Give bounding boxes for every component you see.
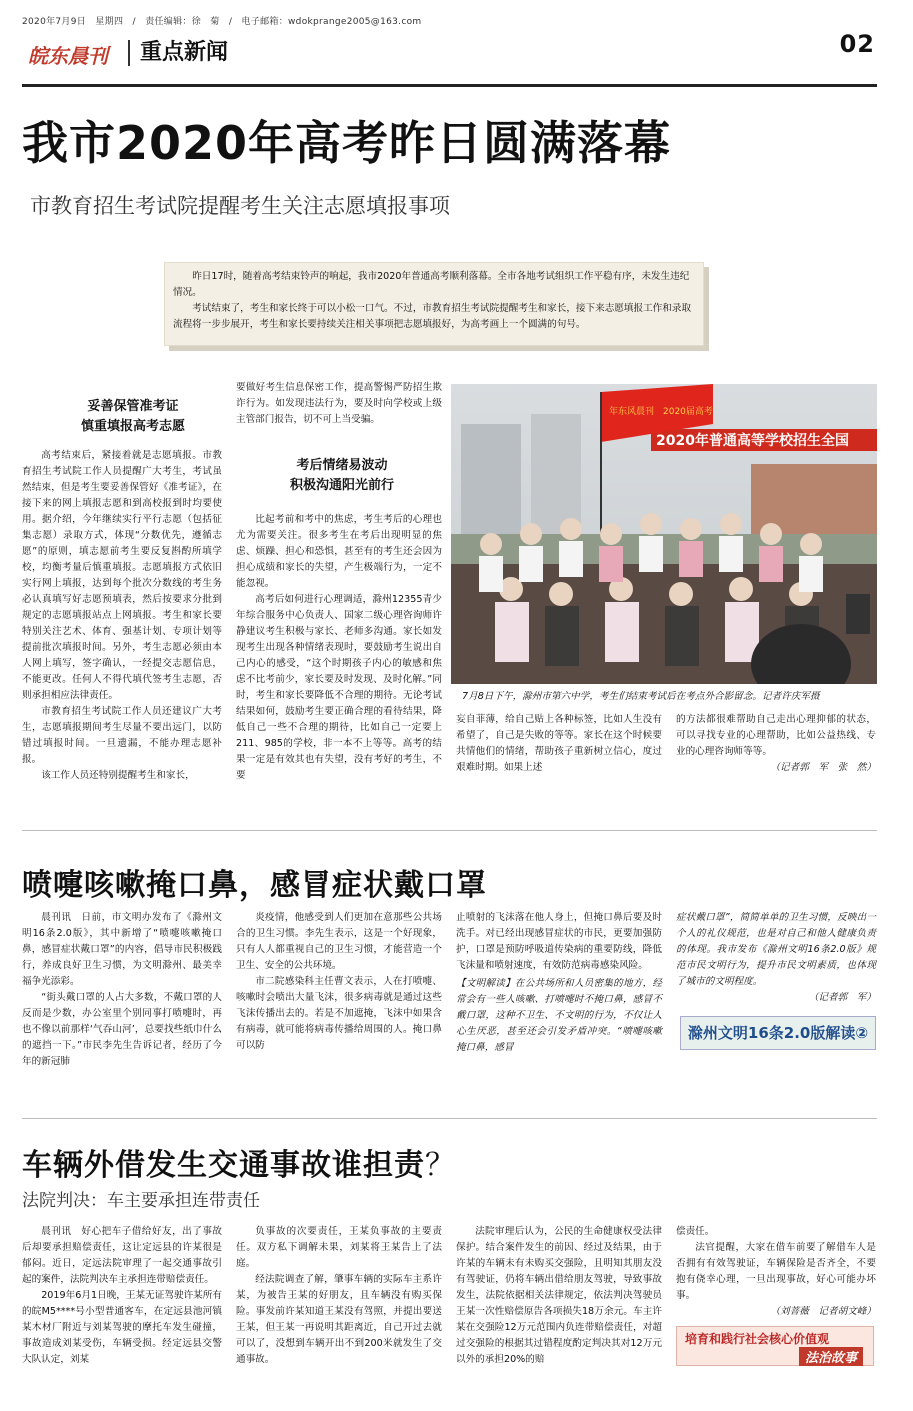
section1-title-line: 慎重填报高考志愿 [80,419,185,434]
paragraph: 负事故的次要责任，王某负事故的主要责任。双方私下调解未果，刘某将王某告上了法庭。 [236,1226,442,1269]
main-subheadline: 市教育招生考试院提醒考生关注志愿填报事项 [30,194,450,218]
paragraph: 高考结束后，紧接着就是志愿填报。市教育招生考试院工作人员提醒广大考生，考试虽然结束，但是考生要妥善保管好《准考证》，在接下来的网上填报志愿和到高校报到时均要使用。据介绍，今年继续实行平行志愿（包括征集志愿）录取方式，体现“分数优先，遵循志愿”的原则，填志愿前考生要反复斟酌所填学校，均衡考量后慎重填报。志愿填报方式依旧实行网上填报，达到每个批次分数线的考生务必认真填写好志愿预填表，然后按要求分批到规定的志愿填报站点上网填报。考生和家长要特别关注艺术、体育、强基计划、专项计划等提前批次填报时间。另外，考生志愿必须由本人网上填写，签字确认，一经提交志愿信息，不能更改。任何人不得代填代签考生志愿，否则承担相应法律责任。 [22,450,222,701]
paragraph: 要做好考生信息保密工作，提高警惕严防招生欺诈行为。如发现违法行为，要及时向学校或上级主管部门报告，切不可上当受骗。 [236,382,442,425]
story3-subheadline: 法院判决：车主要承担连带责任 [22,1191,260,1211]
lead-paragraph: 考试结束了，考生和家长终于可以小松一口气。不过，市教育招生考试院提醒考生和家长，接下来志愿填报工作和录取流程将一步步展开，考生和家长要持续关注相关事项把志愿填报好，为高考画上一个圆满的句号。 [173,303,692,330]
paragraph: 经法院调查了解，肇事车辆的实际车主系许某，为被告王某的好朋友，且车辆没有购买保险。事发前许某知道王某没有驾照，并提出要送王某，但王某一再说明其距离近，自己开过去就可以了，没想到车辆开出不到200米就发生了交通事故。 [236,1274,442,1365]
section2-title-line: 积极沟通阳光前行 [289,478,394,493]
divider [22,1118,877,1119]
paragraph: 的方法都很难帮助自己走出心理抑郁的状态，可以寻找专业的心理帮助，比如公益热线、专业的心理咨询师等等。 [676,714,876,757]
photo-flag-text: 年东风晨刊 2020届高考 [609,407,713,417]
story3-column-3 [456,1224,662,1368]
newspaper-logo: 皖东晨刊 [28,44,108,68]
paragraph: 止喷射的飞沫落在他人身上，但掩口鼻后要及时洗手。对已经出现感冒症状的市民，更要加强防护，口罩是预防呼吸道传染病的重要防线，降低飞沫量和喷射速度，有效防范病毒感染风险。 [456,912,662,971]
page-number: 02 [839,30,875,58]
story2-column-2 [236,910,442,1054]
main-column-4 [676,712,876,776]
story2-column-1 [22,910,222,1070]
banner-bottom-text: 法治故事 [799,1347,863,1366]
paragraph: 法院审理后认为，公民的生命健康权受法律保护。结合案件发生的前因、经过及结果，由于许某的车辆未有未购买交强险，且明知其朋友没有驾驶证，仍将车辆出借给朋友驾驶，导致事故发生，法院依据相关法律规定，依法判决驾驶员王某一次性赔偿原告各项损失18万余元。车主许某在交强险12万元范围内负连带赔偿责任，对超过交强险的根据其过错程度酌定判决其对12万元以外的承担20%的赔 [456,1226,662,1365]
story3-column-1 [22,1224,222,1368]
paragraph: 比起考前和考中的焦虑，考生考后的心理也尤为需要关注。很多考生在考后出现明显的焦虑、烦躁、担心和恐惧，甚至有的考生还会因为担心成绩和家长的失望，产生极端行为，一定不能忽视。 [236,514,442,589]
paragraph: 妄自菲薄，给自己贴上各种标签，比如人生没有希望了，自己是失败的等等。家长在这个时候要共情他们的情绪，帮助孩子重新树立信心，度过艰难时期。如果上述 [456,714,662,773]
main-column-3 [456,712,662,776]
photo-banner-text: 2020年普通高等学校招生全国 [656,433,849,449]
section1-title-line: 妥善保管准考证 [87,399,179,414]
section2-heading [252,456,432,496]
paragraph: 晨刊讯 好心把车子借给好友，出了事故后却要承担赔偿责任，这让定远县的许某很是郁闷。近日，定远法院审理了一起交通事故引起的案件，法院判决车主承担连带赔偿责任。 [22,1226,222,1285]
main-column-2-top [236,380,442,428]
students-photo-illustration [451,384,877,684]
photo-caption: 7月8日下午，滁州市第六中学，考生们结束考试后在考点外合影留念。记者许庆军摄 [462,691,820,702]
paragraph: 高考后如何进行心理调适，滁州12355青少年综合服务中心负责人、国家二级心理咨询师许静建议考生积极与家长、老师多沟通。家长如发现考生出现各种情绪表现时，要鼓励考生说出自己内心的感受，“这个时期孩子内心的敏感和焦虑不比考前少，家长要及时发现、及时化解。”同时，考生和家长要降低不合理的期待。无论考试结果如何，鼓励考生要正确合理的看待结果，降低自己一些不合理的期待，比如自己一定要上211、985的学校，非一本不上等等。高考的结果一定是有效其也有失望，没有考好的考生，不要 [236,594,442,781]
divider [22,830,877,831]
paragraph: 法官提醒，大家在借车前要了解借车人是否拥有有效驾驶证，车辆保险是否齐全，不要抱有侥幸心理，一旦出现事故，好心可能办坏事。 [676,1242,876,1301]
paragraph: 市二院感染科主任曹文表示，人在打喷嚏、咳嗽时会喷出大量飞沫，很多病毒就是通过这些飞沫传播出去的。若是不加遮掩，飞沫中如果含有病毒，就可能将病毒传播给周围的人。掩口鼻可以防 [236,976,442,1051]
main-column-2 [236,512,442,784]
story3-column-2 [236,1224,442,1368]
story2-column-3 [456,910,662,1056]
byline: （刘菩薇 记者胡文峰） [770,1306,876,1317]
section-title: 重点新闻 [128,40,228,66]
header-rule [22,84,877,87]
story3-headline [22,1140,456,1184]
civility-note: 【文明解读】在公共场所和人员密集的地方，经常会有一些人咳嗽、打喷嚏时不掩口鼻，感冒不戴口罩，这种不卫生、不文明的行为，不仅让人心生厌恶，甚至还会引发矛盾冲突。“喷嚏咳嗽掩口鼻，感冒 [456,978,662,1053]
story3-column-4 [676,1224,876,1320]
main-headline: 我市2020年高考昨日圆满落幕 [22,116,672,170]
paragraph: 症状戴口罩”，简简单单的卫生习惯，反映出一个人的礼仪规范，也是对自己和他人健康负责的体现。我市发布《滁州文明16条2.0版》规范市民文明行为，提升市民文明素质，也体现了城市的文明程度。 [676,912,876,987]
byline: （记者郭 军 张 然） [770,762,876,773]
banner-top-text: 培育和践行社会核心价值观 [685,1332,830,1346]
story2-column-4 [676,910,876,1006]
law-story-banner [676,1326,874,1366]
lead-box [164,262,704,346]
paragraph: 偿责任。 [676,1226,715,1237]
byline: （记者郭 军） [808,992,876,1003]
paragraph: 晨刊讯 日前，市文明办发布了《滁州文明16条2.0版》，其中新增了“喷嚏咳嗽掩口鼻，感冒症状戴口罩”的内容，倡导市民积极践行，养成良好卫生习惯，为文明滁州、最美幸福争光添彩。 [22,912,222,987]
story3-headline-text: 车辆外借发生交通事故谁担责 [22,1148,425,1183]
main-column-1 [22,448,222,784]
story3-headline-mark: ？ [425,1148,456,1183]
section2-title-line: 考后情绪易波动 [296,458,388,473]
paragraph: 2019年6月1日晚，王某无证驾驶许某所有的皖M5****号小型普通客车，在定远县池河镇某木材厂附近与刘某驾驶的摩托车发生碰撞，事故造成刘某受伤，车辆受损。经定远县交警大队认定，刘某 [22,1290,222,1365]
lead-paragraph: 昨日17时，随着高考结束铃声的响起，我市2020年普通高考顺利落幕。全市各地考试组织工作平稳有序，未发生违纪情况。 [173,271,690,298]
civility-series-banner: 滁州文明16条2.0版解读② [680,1016,876,1050]
section1-heading [48,397,218,437]
paragraph: 该工作人员还特别提醒考生和家长， [41,770,195,781]
students-photo [451,384,877,684]
paragraph: 市教育招生考试院工作人员还建议广大考生，志愿填报期间考生尽量不要出远门，以防错过填报时间。一旦遗漏，不能办理志愿补报。 [22,706,222,765]
page-meta: 2020年7月9日 星期四 / 责任编辑：徐 菊 / 电子邮箱：wdokprange2005@163.com [22,17,422,27]
paragraph: 炎疫情，他感受到人们更加在意那些公共场合的卫生习惯。李先生表示，这是一个好现象，只有人人都重视自己的卫生习惯，才能营造一个卫生、安全的公共环境。 [236,912,442,971]
story2-headline: 喷嚏咳嗽掩口鼻，感冒症状戴口罩 [22,868,487,903]
paragraph: “街头戴口罩的人占大多数，不戴口罩的人反而是少数，办公室里个别同事打喷嚏时，再也不像以前那样‘气吞山河’，总要找些纸巾什么的遮挡一下。”市民李先生告诉记者，经历了今年的新冠肺 [22,992,222,1067]
